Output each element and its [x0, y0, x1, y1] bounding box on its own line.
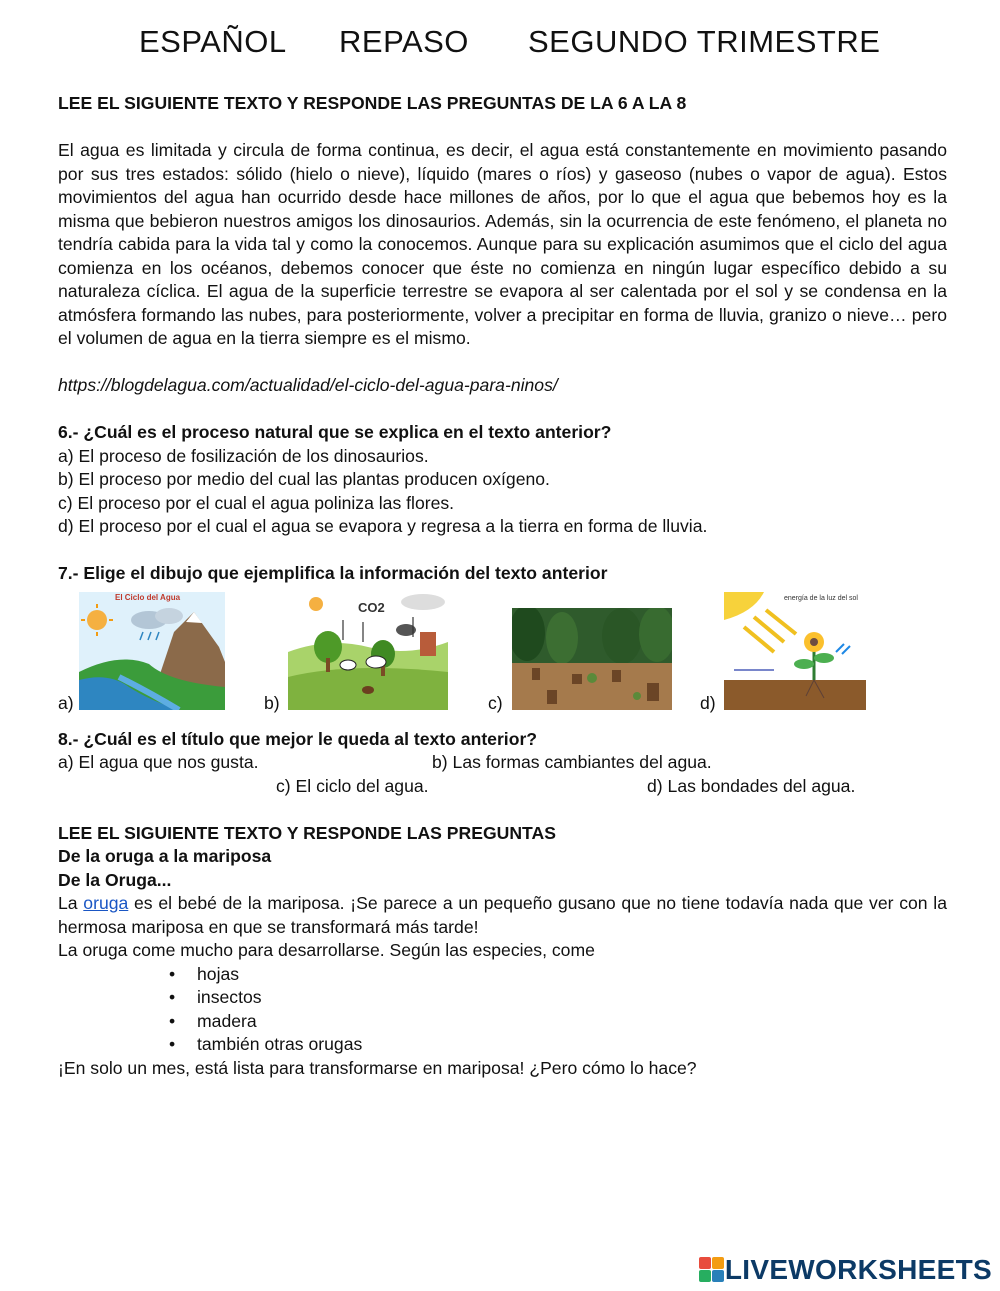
list-item: • también otras orugas	[197, 1033, 947, 1057]
p1-end: es el bebé de la mariposa. ¡Se parece a un pequeño gusano que no tiene todavía nada que ver con la hermosa mariposa en que se transformará más tarde!	[58, 893, 947, 937]
source-url: https://blogdelagua.com/actualidad/el-ciclo-del-agua-para-ninos/	[58, 375, 558, 395]
q7-option-b[interactable]	[264, 590, 450, 716]
q8-option-b[interactable]: b) Las formas cambiantes del agua.	[432, 752, 712, 772]
section2-instruction: LEE EL SIGUIENTE TEXTO Y RESPONDE LAS PREGUNTAS	[58, 822, 556, 843]
worksheet-title	[0, 24, 1000, 70]
sunlight-label: energía de la luz del sol	[784, 594, 858, 602]
q6-option-b[interactable]: b) El proceso por medio del cual las plantas producen oxígeno.	[58, 469, 550, 489]
q6-option-d[interactable]: d) El proceso por el cual el agua se evapora y regresa a la tierra en forma de lluvia.	[58, 516, 708, 536]
q7-label-a: a)	[58, 693, 74, 713]
title-period: SEGUNDO TRIMESTRE	[528, 24, 881, 59]
question-7: 7.- Elige el dibujo que ejemplifica la información del texto anterior	[58, 563, 608, 583]
oruga-link[interactable]: oruga	[83, 893, 129, 913]
water-cycle-title: El Ciclo del Agua	[115, 592, 181, 602]
p1-start: La	[58, 893, 84, 913]
q8-option-d[interactable]: d) Las bondades del agua.	[647, 775, 856, 796]
q7-option-d[interactable]	[700, 590, 890, 716]
q7-label-b: b)	[264, 693, 280, 713]
story-subtitle: De la Oruga...	[58, 869, 172, 890]
co2-landscape-image	[288, 592, 448, 710]
photosynthesis-image	[724, 592, 866, 710]
story-paragraph-1	[58, 892, 947, 939]
story-paragraph-3: ¡En solo un mes, está lista para transformarse en mariposa! ¿Pero cómo lo hace?	[58, 1057, 697, 1078]
story-title: De la oruga a la mariposa	[58, 846, 272, 866]
story-paragraph-2: La oruga come mucho para desarrollarse. Según las especies, come	[58, 940, 595, 960]
logo-text: LIVEWORKSHEETS	[724, 1254, 992, 1285]
question-6: 6.- ¿Cuál es el proceso natural que se explica en el texto anterior?	[58, 422, 612, 442]
q7-label-d: d)	[700, 693, 716, 713]
section1-instruction: LEE EL SIGUIENTE TEXTO Y RESPONDE LAS PREGUNTAS DE LA 6 A LA 8	[58, 93, 687, 113]
q7-option-a[interactable]	[58, 590, 228, 716]
q7-image-options	[58, 590, 947, 716]
title-type: REPASO	[339, 24, 469, 59]
water-cycle-image	[79, 592, 225, 710]
q7-label-c: c)	[488, 693, 503, 713]
logo-icon	[699, 1257, 725, 1283]
liveworksheets-logo[interactable]	[699, 1255, 992, 1285]
q8-option-a[interactable]: a) El agua que nos gusta.	[58, 752, 259, 772]
list-item: • hojas	[197, 963, 947, 987]
q8-option-c[interactable]: c) El ciclo del agua.	[276, 775, 429, 796]
q8-options	[58, 751, 947, 798]
list-item: • insectos	[197, 986, 947, 1010]
question-8: 8.- ¿Cuál es el título que mejor le queda al texto anterior?	[58, 728, 538, 749]
list-item: • madera	[197, 1010, 947, 1034]
food-list	[58, 963, 947, 1057]
q7-option-c[interactable]	[488, 590, 674, 716]
co2-label: CO2	[358, 599, 385, 615]
title-subject: ESPAÑOL	[139, 24, 287, 59]
deforestation-image	[512, 608, 672, 710]
q6-option-a[interactable]: a) El proceso de fosilización de los dinosaurios.	[58, 445, 429, 466]
water-cycle-paragraph: El agua es limitada y circula de forma continua, es decir, el agua está constantemente en movimiento pasando por sus tres estados: sólido (hielo o nieve), líquido (mares o ríos) y gaseoso (nubes o vapor de agua). Estos movimientos del agua han ocurrido desde hace millones de años, por lo que el agua que bebemos hoy es la misma que bebieron nuestros amigos los dinosaurios. Además, sin la ocurrencia de este fenómeno, el planeta no tendría cabida para la vida tal y como la conocemos. Aunque para su explicación asumimos que el ciclo del agua comienza en los océanos, debemos conocer que éste no comienza en ningún lugar específico debido a su naturaleza cíclica. El agua de la superficie terrestre se evapora al ser calentada por el sol y se condensa en la atmósfera formando las nubes, para posteriormente, volver a precipitar en forma de lluvia, granizo o nieve… pero el volumen de agua en la tierra siempre es el mismo.	[58, 140, 947, 348]
q6-option-c[interactable]: c) El proceso por el cual el agua poliniza las flores.	[58, 492, 455, 513]
worksheet-content	[58, 92, 947, 1080]
